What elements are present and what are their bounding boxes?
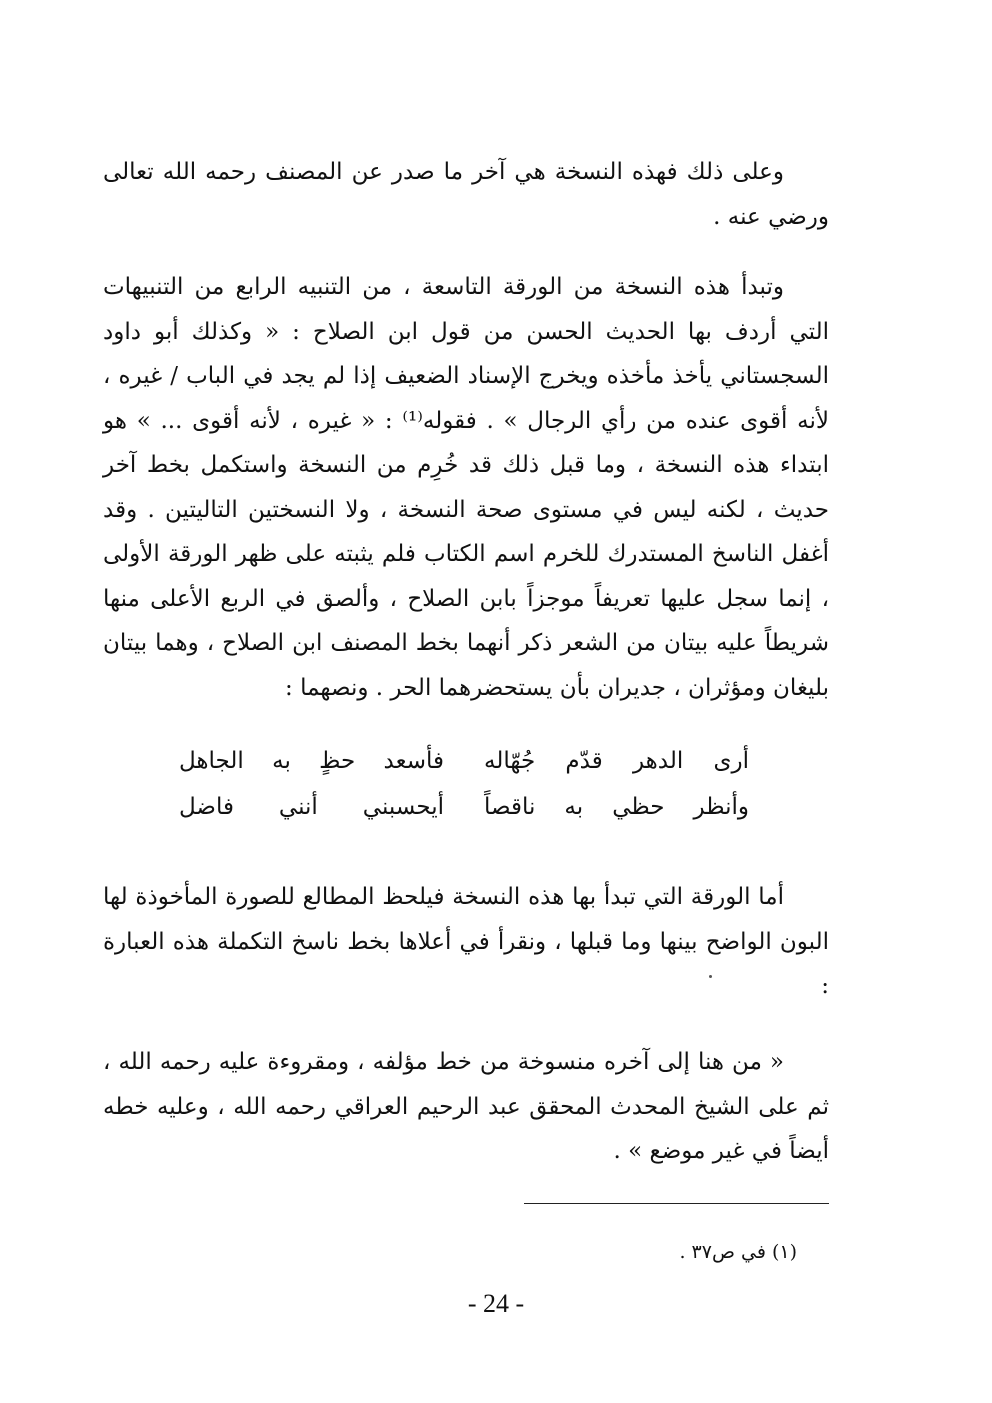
page-number: - 24 -	[467, 1289, 525, 1318]
paragraph-text: وتبدأ هذه النسخة من الورقة التاسعة ، من التنبيه الرابع من التنبيهات التي أردف بها الحديث الحسن من قول ابن الصلاح : « وكذلك أبو داود السجستاني يأخذ مأخذه ويخرج الإسناد الضعيف إذا لم يجد في الباب / غيره ، لأنه أقوى عنده من رأي الرجال » . فقوله⁽¹⁾ : « غيره ، لأنه أقوى ... » هو ابتداء هذه النسخة ، وما قبل ذلك قد خُرِم من النسخة واستكمل بخط آخر حديث ، لكنه ليس في مستوى صحة النسخة ، ولا النسختين التاليتين . وقد أغفل الناسخ المستدرك للخرم اسم الكتاب فلم يثبته على ظهر الورقة الأولى ، إنما سجل عليها تعريفاً موجزاً بابن الصلاح ، وألصق في الربع الأعلى منها شريطاً عليه بيتان من الشعر ذكر أنهما بخط المصنف ابن الصلاح ، وهما بيتان بليغان ومؤثران ، جديران بأن يستحضرهما الحر . ونصهما :	[103, 274, 829, 701]
paragraph-text: أما الورقة التي تبدأ بها هذه النسخة فيلحظ المطالع للصورة المأخوذة لها البون الواضح بينها وما قبلها ، ونقرأ في أعلاها بخط ناسخ التكملة هذه العبارة :	[103, 884, 829, 999]
verse-first-hemistich: وأنظر حظي به ناقصاً	[484, 794, 749, 820]
verse-second-hemistich: فأسعد حظٍ به الجاهل	[179, 748, 444, 774]
scan-speck	[709, 975, 712, 978]
verse-line	[179, 784, 749, 830]
verse-second-hemistich: أيحسبني أنني فاضل	[179, 794, 444, 820]
footnote: (١) في ص٣٧ .	[679, 1241, 797, 1263]
poem-verses	[179, 738, 749, 830]
verse-first-hemistich: أرى الدهر قدّم جُهّاله	[484, 748, 749, 774]
paragraph-quotation	[103, 1040, 829, 1174]
paragraph-manuscript-start	[103, 265, 829, 710]
paragraph-conclusion	[103, 150, 829, 239]
footnote-divider	[524, 1203, 829, 1204]
verse-line	[179, 738, 749, 784]
paragraph-text: وعلى ذلك فهذه النسخة هي آخر ما صدر عن المصنف رحمه الله تعالى ورضي عنه .	[103, 159, 829, 230]
paragraph-first-leaf	[103, 875, 829, 1009]
paragraph-text: « من هنا إلى آخره منسوخة من خط مؤلفه ، ومقروءة عليه رحمه الله ، ثم على الشيخ المحدث المحقق عبد الرحيم العراقي رحمه الله ، وعليه خطه أيضاً في غير موضع » .	[103, 1049, 829, 1164]
